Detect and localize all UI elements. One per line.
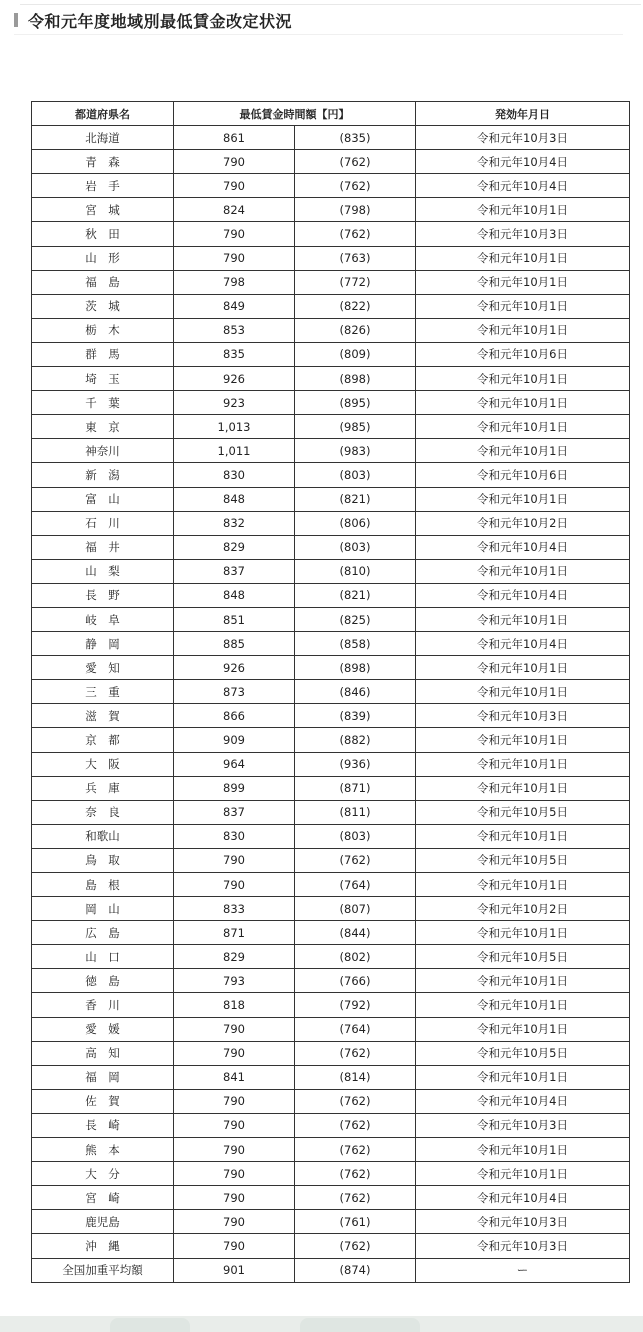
table-row	[32, 174, 630, 198]
cell-effective-date: 令和元年10月1日	[416, 1017, 630, 1041]
cell-wage: 818	[174, 993, 295, 1017]
cell-prefecture: 香 川	[32, 993, 174, 1017]
table-row	[32, 1138, 630, 1162]
cell-previous-wage: (898)	[295, 656, 416, 680]
cell-wage: 848	[174, 487, 295, 511]
cell-prefecture: 北海道	[32, 126, 174, 150]
cell-effective-date: 令和元年10月1日	[416, 318, 630, 342]
cell-prefecture: 徳 島	[32, 969, 174, 993]
table-row	[32, 222, 630, 246]
cell-effective-date: 令和元年10月5日	[416, 1041, 630, 1065]
table-row	[32, 728, 630, 752]
header-prefecture: 都道府県名	[32, 102, 174, 126]
cell-previous-wage: (764)	[295, 1017, 416, 1041]
cell-previous-wage: (810)	[295, 559, 416, 583]
cell-previous-wage: (809)	[295, 342, 416, 366]
cell-wage: 824	[174, 198, 295, 222]
cell-prefecture: 富 山	[32, 487, 174, 511]
cell-wage: 909	[174, 728, 295, 752]
cell-effective-date: 令和元年10月1日	[416, 415, 630, 439]
table-row	[32, 776, 630, 800]
cell-previous-wage: (762)	[295, 150, 416, 174]
cell-prefecture: 山 梨	[32, 559, 174, 583]
cell-prefecture: 高 知	[32, 1041, 174, 1065]
cell-effective-date: 令和元年10月1日	[416, 921, 630, 945]
cell-previous-wage: (762)	[295, 1162, 416, 1186]
cell-prefecture: 宮 城	[32, 198, 174, 222]
table-row	[32, 656, 630, 680]
cell-prefecture: 全国加重平均額	[32, 1258, 174, 1282]
cell-wage: 833	[174, 897, 295, 921]
cell-prefecture: 群 馬	[32, 342, 174, 366]
cell-previous-wage: (871)	[295, 776, 416, 800]
cell-prefecture: 熊 本	[32, 1138, 174, 1162]
cell-previous-wage: (762)	[295, 848, 416, 872]
cell-prefecture: 和歌山	[32, 824, 174, 848]
cell-prefecture: 愛 知	[32, 656, 174, 680]
cell-prefecture: 秋 田	[32, 222, 174, 246]
table-row	[32, 391, 630, 415]
cell-effective-date: 令和元年10月1日	[416, 969, 630, 993]
cell-wage: 790	[174, 1234, 295, 1258]
table-row	[32, 511, 630, 535]
cell-previous-wage: (803)	[295, 824, 416, 848]
cell-previous-wage: (762)	[295, 1186, 416, 1210]
cell-previous-wage: (763)	[295, 246, 416, 270]
cell-previous-wage: (874)	[295, 1258, 416, 1282]
table-row	[32, 824, 630, 848]
cell-effective-date: 令和元年10月5日	[416, 800, 630, 824]
cell-wage: 835	[174, 342, 295, 366]
cell-prefecture: 京 都	[32, 728, 174, 752]
cell-prefecture: 福 岡	[32, 1065, 174, 1089]
cell-effective-date: 令和元年10月1日	[416, 1138, 630, 1162]
cell-effective-date: 令和元年10月1日	[416, 607, 630, 631]
table-row-national-average	[32, 1258, 630, 1282]
cell-effective-date: 令和元年10月2日	[416, 897, 630, 921]
table-row	[32, 897, 630, 921]
cell-wage: 841	[174, 1065, 295, 1089]
cell-effective-date: 令和元年10月2日	[416, 511, 630, 535]
cell-previous-wage: (821)	[295, 583, 416, 607]
table-row	[32, 1234, 630, 1258]
table-row	[32, 873, 630, 897]
cell-wage: 871	[174, 921, 295, 945]
table-row	[32, 1210, 630, 1234]
cell-wage: 1,013	[174, 415, 295, 439]
cell-prefecture: 愛 媛	[32, 1017, 174, 1041]
cell-wage: 926	[174, 656, 295, 680]
cell-effective-date: 令和元年10月1日	[416, 487, 630, 511]
table-row	[32, 752, 630, 776]
table-row	[32, 198, 630, 222]
cell-effective-date: 令和元年10月1日	[416, 367, 630, 391]
cell-previous-wage: (803)	[295, 463, 416, 487]
cell-previous-wage: (761)	[295, 1210, 416, 1234]
cell-wage: 873	[174, 680, 295, 704]
table-row	[32, 848, 630, 872]
cell-wage: 849	[174, 294, 295, 318]
cell-effective-date: 令和元年10月5日	[416, 848, 630, 872]
top-divider	[20, 0, 641, 5]
cell-wage: 885	[174, 632, 295, 656]
table-row	[32, 439, 630, 463]
table-row	[32, 415, 630, 439]
cell-wage: 829	[174, 535, 295, 559]
cell-effective-date: 令和元年10月4日	[416, 1089, 630, 1113]
cell-effective-date: 令和元年10月1日	[416, 559, 630, 583]
table-row	[32, 367, 630, 391]
cell-prefecture: 静 岡	[32, 632, 174, 656]
cell-prefecture: 福 島	[32, 270, 174, 294]
cell-previous-wage: (798)	[295, 198, 416, 222]
cell-previous-wage: (821)	[295, 487, 416, 511]
cell-wage: 899	[174, 776, 295, 800]
cell-prefecture: 石 川	[32, 511, 174, 535]
cell-previous-wage: (822)	[295, 294, 416, 318]
cell-effective-date: 令和元年10月1日	[416, 680, 630, 704]
cell-previous-wage: (802)	[295, 945, 416, 969]
cell-prefecture: 長 崎	[32, 1113, 174, 1137]
cell-wage: 830	[174, 824, 295, 848]
cell-wage: 790	[174, 873, 295, 897]
cell-effective-date: 令和元年10月4日	[416, 632, 630, 656]
cell-effective-date: 令和元年10月1日	[416, 198, 630, 222]
cell-effective-date: 令和元年10月1日	[416, 752, 630, 776]
cell-prefecture: 埼 玉	[32, 367, 174, 391]
cell-prefecture: 福 井	[32, 535, 174, 559]
table-row	[32, 246, 630, 270]
cell-prefecture: 岐 阜	[32, 607, 174, 631]
cell-wage: 790	[174, 848, 295, 872]
cell-effective-date: 令和元年10月4日	[416, 1186, 630, 1210]
cell-wage: 848	[174, 583, 295, 607]
cell-previous-wage: (803)	[295, 535, 416, 559]
cell-prefecture: 茨 城	[32, 294, 174, 318]
cell-previous-wage: (762)	[295, 222, 416, 246]
cell-previous-wage: (835)	[295, 126, 416, 150]
table-row	[32, 800, 630, 824]
cell-previous-wage: (766)	[295, 969, 416, 993]
cell-effective-date: 令和元年10月4日	[416, 535, 630, 559]
cell-previous-wage: (762)	[295, 1234, 416, 1258]
cell-effective-date: 令和元年10月1日	[416, 439, 630, 463]
cell-previous-wage: (826)	[295, 318, 416, 342]
cell-prefecture: 島 根	[32, 873, 174, 897]
cell-effective-date: 令和元年10月4日	[416, 150, 630, 174]
cell-effective-date: 令和元年10月1日	[416, 270, 630, 294]
cell-previous-wage: (792)	[295, 993, 416, 1017]
cell-prefecture: 山 口	[32, 945, 174, 969]
cell-wage: 853	[174, 318, 295, 342]
table-row	[32, 632, 630, 656]
cell-prefecture: 青 森	[32, 150, 174, 174]
cell-wage: 832	[174, 511, 295, 535]
cell-prefecture: 神奈川	[32, 439, 174, 463]
table-row	[32, 969, 630, 993]
cell-wage: 926	[174, 367, 295, 391]
cell-prefecture: 大 阪	[32, 752, 174, 776]
cell-wage: 790	[174, 150, 295, 174]
header-wage: 最低賃金時間額【円】	[174, 102, 416, 126]
cell-prefecture: 鳥 取	[32, 848, 174, 872]
cell-wage: 790	[174, 174, 295, 198]
cell-effective-date: 令和元年10月3日	[416, 222, 630, 246]
cell-wage: 790	[174, 1186, 295, 1210]
table-row	[32, 270, 630, 294]
cell-previous-wage: (762)	[295, 1041, 416, 1065]
cell-previous-wage: (895)	[295, 391, 416, 415]
table-header-row	[32, 102, 630, 126]
cell-wage: 829	[174, 945, 295, 969]
cell-previous-wage: (825)	[295, 607, 416, 631]
cell-wage: 798	[174, 270, 295, 294]
cell-effective-date: 令和元年10月4日	[416, 174, 630, 198]
title-marker	[14, 13, 18, 27]
cell-previous-wage: (762)	[295, 1138, 416, 1162]
cell-effective-date: 令和元年10月1日	[416, 246, 630, 270]
cell-previous-wage: (806)	[295, 511, 416, 535]
cell-previous-wage: (844)	[295, 921, 416, 945]
cell-previous-wage: (762)	[295, 174, 416, 198]
cell-effective-date: 令和元年10月1日	[416, 1162, 630, 1186]
cell-wage: 964	[174, 752, 295, 776]
cell-effective-date: 令和元年10月1日	[416, 776, 630, 800]
cell-wage: 793	[174, 969, 295, 993]
table-row	[32, 342, 630, 366]
cell-effective-date: 令和元年10月3日	[416, 1234, 630, 1258]
cell-prefecture: 宮 崎	[32, 1186, 174, 1210]
cell-prefecture: 三 重	[32, 680, 174, 704]
cell-prefecture: 新 潟	[32, 463, 174, 487]
cell-prefecture: 山 形	[32, 246, 174, 270]
table-row	[32, 993, 630, 1017]
table-row	[32, 1113, 630, 1137]
table-row	[32, 294, 630, 318]
header-date: 発効年月日	[416, 102, 630, 126]
cell-previous-wage: (882)	[295, 728, 416, 752]
cell-wage: 790	[174, 1162, 295, 1186]
cell-effective-date: 令和元年10月1日	[416, 1065, 630, 1089]
cell-prefecture: 鹿児島	[32, 1210, 174, 1234]
cell-prefecture: 岡 山	[32, 897, 174, 921]
cell-previous-wage: (772)	[295, 270, 416, 294]
cell-prefecture: 滋 賀	[32, 704, 174, 728]
cell-wage: 837	[174, 800, 295, 824]
cell-prefecture: 大 分	[32, 1162, 174, 1186]
table-row	[32, 704, 630, 728]
cell-effective-date: 令和元年10月1日	[416, 824, 630, 848]
table-row	[32, 945, 630, 969]
minimum-wage-table	[31, 101, 630, 1283]
cell-previous-wage: (807)	[295, 897, 416, 921]
cell-effective-date: ー	[416, 1258, 630, 1282]
cell-effective-date: 令和元年10月1日	[416, 391, 630, 415]
cell-previous-wage: (936)	[295, 752, 416, 776]
cell-effective-date: 令和元年10月3日	[416, 1113, 630, 1137]
cell-prefecture: 広 島	[32, 921, 174, 945]
cell-wage: 790	[174, 1113, 295, 1137]
cell-wage: 790	[174, 246, 295, 270]
cell-prefecture: 千 葉	[32, 391, 174, 415]
page-header	[14, 6, 623, 35]
cell-prefecture: 長 野	[32, 583, 174, 607]
cell-prefecture: 岩 手	[32, 174, 174, 198]
cell-prefecture: 東 京	[32, 415, 174, 439]
table-row	[32, 126, 630, 150]
cell-wage: 790	[174, 222, 295, 246]
table-row	[32, 487, 630, 511]
table-row	[32, 1041, 630, 1065]
table-row	[32, 680, 630, 704]
cell-wage: 901	[174, 1258, 295, 1282]
cell-effective-date: 令和元年10月6日	[416, 342, 630, 366]
table-row	[32, 463, 630, 487]
cell-prefecture: 佐 賀	[32, 1089, 174, 1113]
cell-prefecture: 奈 良	[32, 800, 174, 824]
cell-previous-wage: (898)	[295, 367, 416, 391]
footer-decoration	[300, 1318, 420, 1332]
cell-previous-wage: (811)	[295, 800, 416, 824]
cell-wage: 923	[174, 391, 295, 415]
cell-previous-wage: (764)	[295, 873, 416, 897]
table-row	[32, 1186, 630, 1210]
table-row	[32, 583, 630, 607]
cell-prefecture: 栃 木	[32, 318, 174, 342]
cell-wage: 861	[174, 126, 295, 150]
cell-prefecture: 沖 縄	[32, 1234, 174, 1258]
cell-effective-date: 令和元年10月1日	[416, 294, 630, 318]
footer-decoration	[110, 1318, 190, 1332]
table-row	[32, 1065, 630, 1089]
table-row	[32, 150, 630, 174]
cell-effective-date: 令和元年10月1日	[416, 656, 630, 680]
cell-effective-date: 令和元年10月1日	[416, 993, 630, 1017]
cell-wage: 790	[174, 1138, 295, 1162]
cell-effective-date: 令和元年10月5日	[416, 945, 630, 969]
table-body	[32, 126, 630, 1283]
table-row	[32, 607, 630, 631]
cell-previous-wage: (839)	[295, 704, 416, 728]
table-row	[32, 559, 630, 583]
cell-effective-date: 令和元年10月3日	[416, 704, 630, 728]
cell-effective-date: 令和元年10月1日	[416, 728, 630, 752]
table-row	[32, 1017, 630, 1041]
cell-wage: 837	[174, 559, 295, 583]
cell-prefecture: 兵 庫	[32, 776, 174, 800]
page-title: 令和元年度地域別最低賃金改定状況	[28, 11, 293, 31]
table-row	[32, 535, 630, 559]
cell-previous-wage: (858)	[295, 632, 416, 656]
cell-wage: 790	[174, 1089, 295, 1113]
cell-effective-date: 令和元年10月1日	[416, 873, 630, 897]
cell-previous-wage: (814)	[295, 1065, 416, 1089]
cell-wage: 851	[174, 607, 295, 631]
cell-previous-wage: (846)	[295, 680, 416, 704]
cell-wage: 790	[174, 1017, 295, 1041]
cell-previous-wage: (985)	[295, 415, 416, 439]
cell-wage: 790	[174, 1041, 295, 1065]
cell-effective-date: 令和元年10月4日	[416, 583, 630, 607]
table-row	[32, 1089, 630, 1113]
cell-wage: 830	[174, 463, 295, 487]
cell-previous-wage: (983)	[295, 439, 416, 463]
cell-wage: 1,011	[174, 439, 295, 463]
cell-wage: 790	[174, 1210, 295, 1234]
table-row	[32, 1162, 630, 1186]
footer-band	[0, 1316, 643, 1332]
cell-effective-date: 令和元年10月3日	[416, 126, 630, 150]
cell-previous-wage: (762)	[295, 1113, 416, 1137]
cell-previous-wage: (762)	[295, 1089, 416, 1113]
cell-effective-date: 令和元年10月6日	[416, 463, 630, 487]
cell-effective-date: 令和元年10月3日	[416, 1210, 630, 1234]
cell-wage: 866	[174, 704, 295, 728]
table-row	[32, 921, 630, 945]
table-row	[32, 318, 630, 342]
